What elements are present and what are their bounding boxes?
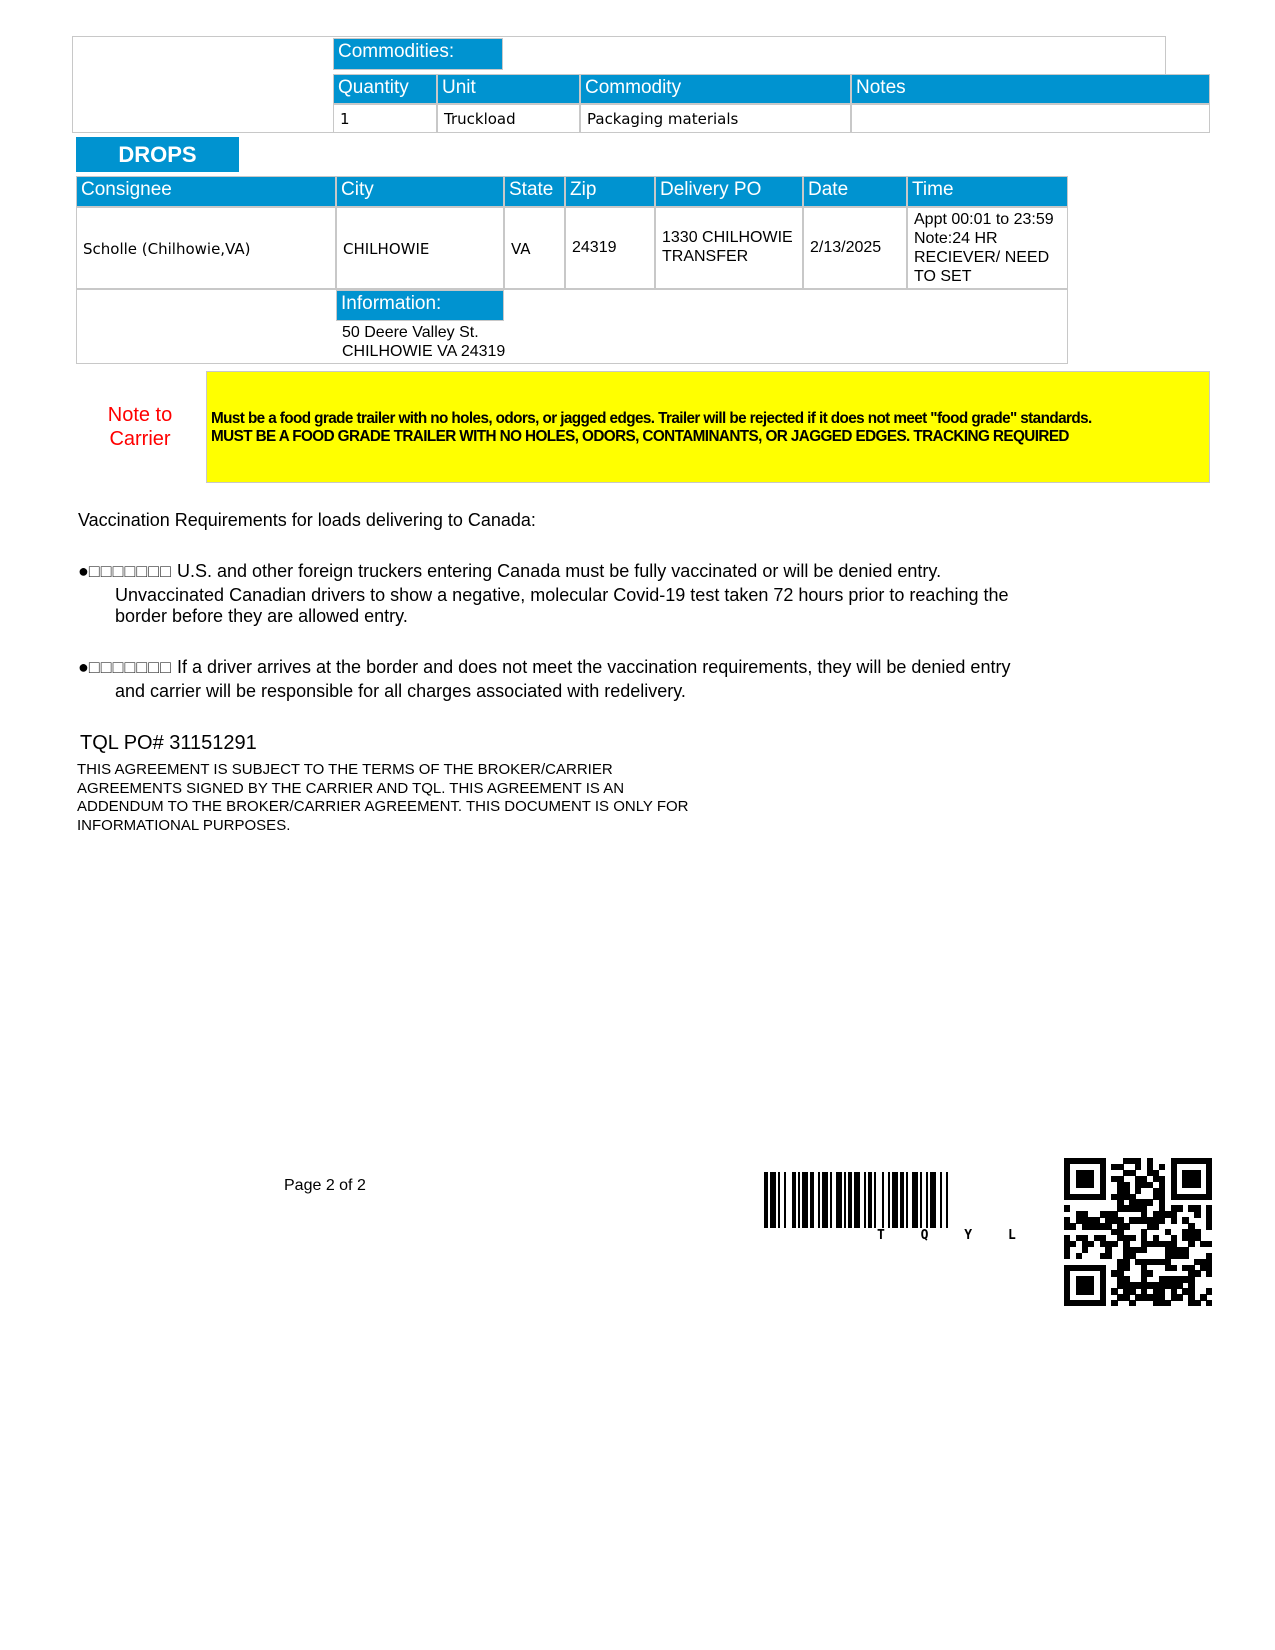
note-to-carrier-box [206,371,1210,483]
qr-module [1206,1270,1212,1276]
commodities-header-notes: Notes [851,74,1210,104]
qr-module [1088,1182,1094,1188]
drops-consignee-value: Scholle (Chilhowie,VA) [83,240,251,258]
barcode-bar [868,1172,872,1228]
barcode-bar [940,1172,942,1228]
qr-module [1188,1241,1194,1247]
barcode-bar [848,1172,852,1228]
vaccination-bullet-1 [78,561,941,582]
drops-cell-zip [565,207,655,289]
drops-information-label: Information: [336,290,504,321]
vaccination-heading: Vaccination Requirements for loads delivering to Canada: [78,510,536,530]
agreement-line-2: AGREEMENTS SIGNED BY THE CARRIER AND TQL. THIS AGREEMENT IS AN [77,779,625,797]
qr-module [1206,1288,1212,1294]
qr-module [1206,1300,1212,1306]
qr-module [1105,1253,1111,1259]
barcode-bar [778,1172,780,1228]
barcode-bar [792,1172,796,1228]
drops-header-zip: Zip [565,176,655,207]
drops-header-consignee: Consignee [76,176,336,207]
bullet-2-text: If a driver arrives at the border and does not meet the vaccination requirements, they will be denied entry [177,657,1011,677]
barcode-bar [906,1172,908,1228]
drops-cell-state [504,207,565,289]
barcode-bar [822,1172,828,1228]
qr-module [1100,1300,1106,1306]
qr-module [1076,1253,1082,1259]
qr-module [1088,1241,1094,1247]
drops-time-line-4: TO SET [914,268,972,285]
agreement-text [77,761,688,835]
drops-header-city: City [336,176,504,207]
barcode-bar [882,1172,884,1228]
qr-module [1129,1300,1135,1306]
qr-module [1206,1241,1212,1247]
drops-time-line-1: Appt 00:01 to 23:59 [914,211,1054,228]
note-to-carrier-line-1: Must be a food grade trailer with no holes, odors, or jagged edges. Trailer will be rejected if it does not meet "food grade" standards. [211,410,1092,427]
qr-module [1171,1217,1177,1223]
qr-module [1135,1188,1141,1194]
barcode-bar [764,1172,768,1228]
barcode-bar [900,1172,904,1228]
drops-header-time: Time [907,176,1068,207]
qr-module [1111,1241,1117,1247]
commodities-header-unit: Unit [437,74,580,104]
drops-information-line-1: 50 Deere Valley St. [342,324,479,341]
qr-module [1147,1199,1153,1205]
barcode-bar [926,1172,928,1228]
drops-city-value: CHILHOWIE [343,240,430,258]
commodities-commodity-value: Packaging materials [587,110,739,128]
qr-module [1153,1223,1159,1229]
qr-module [1088,1288,1094,1294]
barcode-bar [888,1172,890,1228]
commodities-label: Commodities: [333,38,503,70]
drops-information-line-2: CHILHOWIE VA 24319 [342,343,506,360]
qr-module [1206,1223,1212,1229]
drops-date-value: 2/13/2025 [810,239,882,256]
barcode-bar [912,1172,918,1228]
qr-module [1194,1300,1200,1306]
drops-cell-city [336,207,504,289]
qr-module [1194,1270,1200,1276]
barcode-bar [854,1172,860,1228]
bullet-1-text: U.S. and other foreign truckers entering Canada must be fully vaccinated or will be denied entry. [177,561,942,581]
barcode-bar [864,1172,866,1228]
note-to-carrier-label-line-1: Note to [107,404,173,426]
qr-module [1176,1294,1182,1300]
commodities-cell-unit [437,104,580,133]
barcode-bar [892,1172,898,1228]
commodities-quantity-value: 1 [340,110,350,128]
qr-module [1129,1235,1135,1241]
qr-module [1070,1241,1076,1247]
qr-module [1147,1270,1153,1276]
commodities-cell-quantity [333,104,437,133]
drops-cell-delivery-po [655,207,803,289]
commodities-cell-notes [851,104,1210,133]
qr-module [1194,1182,1200,1188]
barcode-bar [818,1172,820,1228]
page-number: Page 2 of 2 [284,1177,366,1194]
drops-cell-date [803,207,907,289]
drops-header-date: Date [803,176,907,207]
qr-module [1159,1217,1165,1223]
drops-cell-time [907,207,1068,289]
qr-module [1206,1194,1212,1200]
agreement-line-1: THIS AGREEMENT IS SUBJECT TO THE TERMS OF THE BROKER/CARRIER [77,761,613,778]
commodities-header-quantity: Quantity [333,74,437,104]
qr-module [1176,1205,1182,1211]
drops-delivery-po-line-1: 1330 CHILHOWIE [662,229,793,246]
barcode-bar [770,1172,776,1228]
qr-module [1123,1223,1129,1229]
barcode-bar [836,1172,842,1228]
drops-information-box [76,289,1068,364]
qr-module [1165,1300,1171,1306]
drops-state-value: VA [511,240,531,258]
drops-zip-value: 24319 [572,239,617,256]
qr-code [1064,1158,1212,1306]
qr-module [1082,1247,1088,1253]
drops-time-line-2: Note:24 HR [914,230,998,247]
barcode-bar [874,1172,876,1228]
drops-cell-consignee [76,207,336,289]
agreement-line-3: ADDENDUM TO THE BROKER/CARRIER AGREEMENT. THIS DOCUMENT IS ONLY FOR [77,798,689,815]
agreement-line-4: INFORMATIONAL PURPOSES. [77,816,291,834]
qr-module [1182,1253,1188,1259]
barcode-bar [810,1172,814,1228]
bullet-1-placeholder-boxes: □□□□□□□ [88,561,172,581]
barcode-bar [802,1172,808,1228]
drops-time-line-3: RECIEVER/ NEED [914,249,1050,266]
qr-module [1123,1265,1129,1271]
commodities-cell-commodity [580,104,851,133]
barcode-bar [784,1172,786,1228]
qr-module [1070,1223,1076,1229]
bullet-1-glyph: ● [78,561,89,581]
qr-module [1100,1194,1106,1200]
vaccination-bullet-1-cont-2: border before they are allowed entry. [115,606,408,626]
commodities-unit-value: Truckload [444,110,516,128]
drops-header-state: State [504,176,565,207]
barcode [764,1172,1048,1228]
qr-module [1064,1253,1070,1259]
bullet-2-placeholder-boxes: □□□□□□□ [88,657,172,677]
drops-header-delivery-po: Delivery PO [655,176,803,207]
qr-module [1171,1265,1177,1271]
qr-module [1141,1247,1147,1253]
barcode-bar [798,1172,800,1228]
qr-module [1135,1164,1141,1170]
qr-module [1159,1164,1165,1170]
bullet-2-glyph: ● [78,657,89,677]
barcode-bar [830,1172,832,1228]
drops-delivery-po-line-2: TRANSFER [662,248,749,265]
barcode-bar [920,1172,922,1228]
qr-module [1111,1300,1117,1306]
drops-section-label: DROPS [76,137,239,172]
barcode-bar [930,1172,936,1228]
note-to-carrier-label-line-2: Carrier [109,428,171,450]
commodities-header-commodity: Commodity [580,74,851,104]
vaccination-bullet-2 [78,657,1010,678]
note-to-carrier-line-2: MUST BE A FOOD GRADE TRAILER WITH NO HOLES, ODORS, CONTAMINANTS, OR JAGGED EDGES. TRACKING REQUIRED [211,428,1069,445]
note-to-carrier-label [95,403,185,451]
vaccination-bullet-2-cont-1: and carrier will be responsible for all charges associated with redelivery. [115,681,686,701]
qr-module [1064,1205,1070,1211]
tql-po-number: TQL PO# 31151291 [80,732,257,754]
qr-module [1194,1211,1200,1217]
barcode-bar [844,1172,846,1228]
barcode-text: T Q Y L [877,1228,1030,1243]
vaccination-bullet-1-cont-1: Unvaccinated Canadian drivers to show a negative, molecular Covid-19 test taken 72 hours prior to reaching the [115,585,1009,605]
barcode-bar [946,1172,948,1228]
